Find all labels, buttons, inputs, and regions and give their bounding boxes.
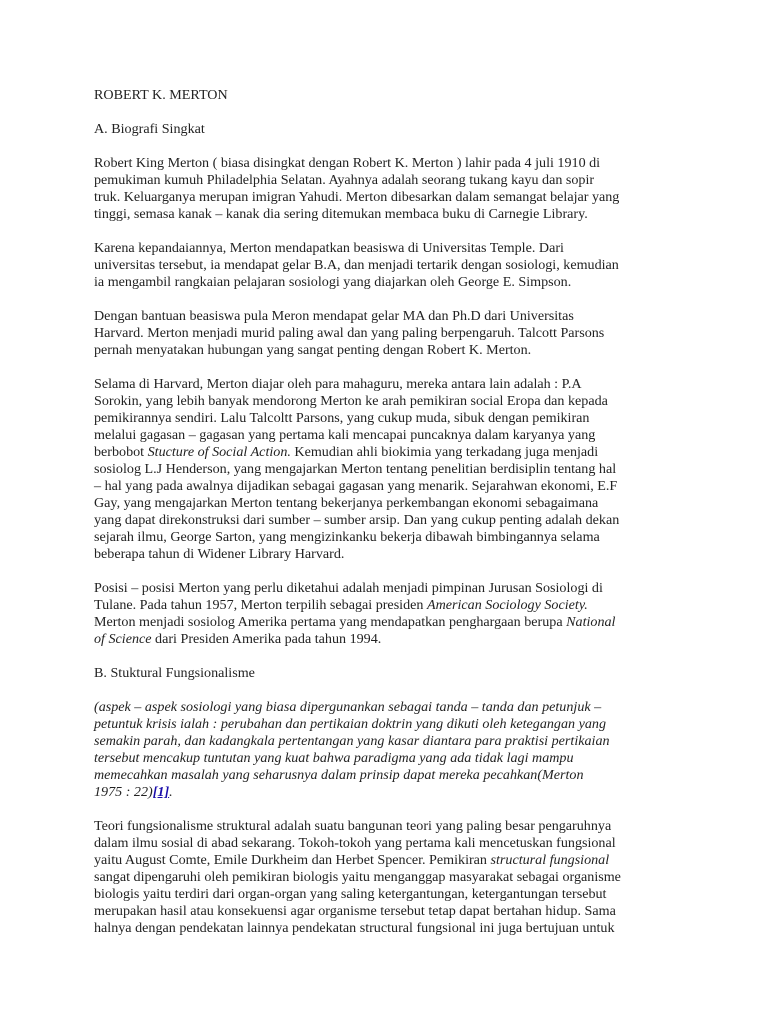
document-page [94,87,684,954]
paragraph-biography-3 [94,308,684,359]
text-line: merupakan hasil atau konsekuensi agar organisme tersebut tetap dapat bertahan hidup. Sama [94,903,616,919]
text-line: Selama di Harvard, Merton diajar oleh para mahaguru, mereka antara lain adalah : P.A [94,376,582,392]
text-line: halnya dengan pendekatan lainnya pendekatan structural fungsional ini juga bertujuan untuk [94,920,615,936]
award-name: of Science [94,631,152,647]
text-line: sangat dipengaruhi oleh pemikiran biologis yaitu menganggap masyarakat sebagai organisme [94,869,621,885]
text-line: Robert King Merton ( biasa disingkat dengan Robert K. Merton ) lahir pada 4 juli 1910 di [94,155,601,171]
text-line: Dengan bantuan beasiswa pula Meron mendapat gelar MA dan Ph.D dari Universitas [94,308,574,324]
section-b-heading: B. Stuktural Fungsionalisme [94,665,255,681]
text-line: universitas tersebut, ia mendapat gelar B.A, dan menjadi tertarik dengan sosiologi, kemudian [94,257,619,273]
term-structural-fungsional: structural fungsional [490,852,610,868]
text-line: semakin parah, dan kadangkala pertentangan yang kasar diantara para praktisi pertikaian [94,733,610,749]
text-line: pemikirannya sendiri. Lalu Talcoltt Parsons, yang cukup muda, sibuk dengan pemikiran [94,410,590,426]
text-line: Harvard. Merton menjadi murid paling awal dan yang paling berpengaruh. Talcott Parsons [94,325,605,341]
text-line: truk. Keluarganya merupan imigran Yahudi. Merton dibesarkan dalam semangat belajar yang [94,189,620,205]
society-name: American Sociology Society. [426,597,588,613]
text-line: sejarah ilmu, George Sarton, yang mengizinkanku bekerja dibawah bimbingannya selama [94,529,600,545]
text-line: ia mengambil rangkaian pelajaran sosiologi yang diajarkan oleh George E. Simpson. [94,274,572,290]
text-line: dalam ilmu sosial di abad sekarang. Tokoh-tokoh yang pertama kali mencetuskan fungsional [94,835,616,851]
footnote-link[interactable]: [1] [152,784,170,800]
text-line: beberapa tahun di Widener Library Harvard. [94,546,345,562]
text-line: Teori fungsionalisme struktural adalah suatu bangunan teori yang paling besar pengaruhnya [94,818,612,834]
book-title: Stucture of Social Action. [147,444,291,460]
text-line: yang dapat direkonstruksi dari sumber – sumber arsip. Dan yang cukup penting adalah dekan [94,512,620,528]
text-line: Tulane. Pada tahun 1957, Merton terpilih sebagai presiden American Sociology Society. [94,597,588,613]
document-title: ROBERT K. MERTON [94,87,228,103]
text-line: – hal yang pada awalnya dijadikan sebagai gagasan yang menarik. Sejarahwan ekonomi, E.F [94,478,618,494]
text-line: yaitu August Comte, Emile Durkheim dan Herbet Spencer. Pemikiran structural fungsional [94,852,610,868]
italic-quote [94,699,684,801]
text-line: berbobot Stucture of Social Action. Kemudian ahli biokimia yang terkadang juga menjadi [94,444,599,460]
section-a-heading: A. Biografi Singkat [94,121,205,137]
text-line: (aspek – aspek sosiologi yang biasa dipergunankan sebagai tanda – tanda dan petunjuk – [94,699,602,715]
text-line: Karena kepandaiannya, Merton mendapatkan beasiswa di Universitas Temple. Dari [94,240,564,256]
paragraph-biography-2 [94,240,684,291]
text-line: of Science dari Presiden Amerika pada tahun 1994. [94,631,382,647]
text-line: biologis yaitu terdiri dari organ-organ yang saling ketergantungan, ketergantungan tersebut [94,886,607,902]
text-line: melalui gagasan – gagasan yang pertama kali mencapai puncaknya dalam karyanya yang [94,427,596,443]
paragraph-functionalism [94,818,684,937]
text-line: memecahkan masalah yang seharusnya dalam prinsip dapat mereka pecahkan(Merton [94,767,584,783]
text-line: pernah menyatakan hubungan yang sangat penting dengan Robert K. Merton. [94,342,532,358]
paragraph-positions [94,580,684,648]
text-line: tersebut mencakup tuntutan yang kuat bahwa paradigma yang ada tidak lagi mampu [94,750,574,766]
text-line: sosiolog L.J Henderson, yang mengajarkan Merton tentang penelitian berdisiplin tentang hal [94,461,617,477]
text-line: Merton menjadi sosiolog Amerika pertama yang mendapatkan penghargaan berupa National [94,614,616,630]
text-line: Posisi – posisi Merton yang perlu diketahui adalah menjadi pimpinan Jurusan Sosiologi di [94,580,603,596]
text-line: Gay, yang mengajarkan Merton tentang bekerjanya perkembangan ekonomi sebagaimana [94,495,599,511]
award-name: National [566,614,616,630]
text-line: Sorokin, yang lebih banyak mendorong Merton ke arah pemikiran social Eropa dan kepada [94,393,608,409]
paragraph-biography-1 [94,155,684,223]
text-line: petuntuk krisis ialah : perubahan dan pertikaian doktrin yang dikuti oleh ketegangan yang [94,716,606,732]
paragraph-harvard [94,376,684,563]
text-line: pemukiman kumuh Philadelphia Selatan. Ayahnya adalah seorang tukang kayu dan sopir [94,172,595,188]
text-line: 1975 : 22)[1]. [94,784,173,800]
text-line: tinggi, semasa kanak – kanak dia sering ditemukan membaca buku di Carnegie Library. [94,206,588,222]
